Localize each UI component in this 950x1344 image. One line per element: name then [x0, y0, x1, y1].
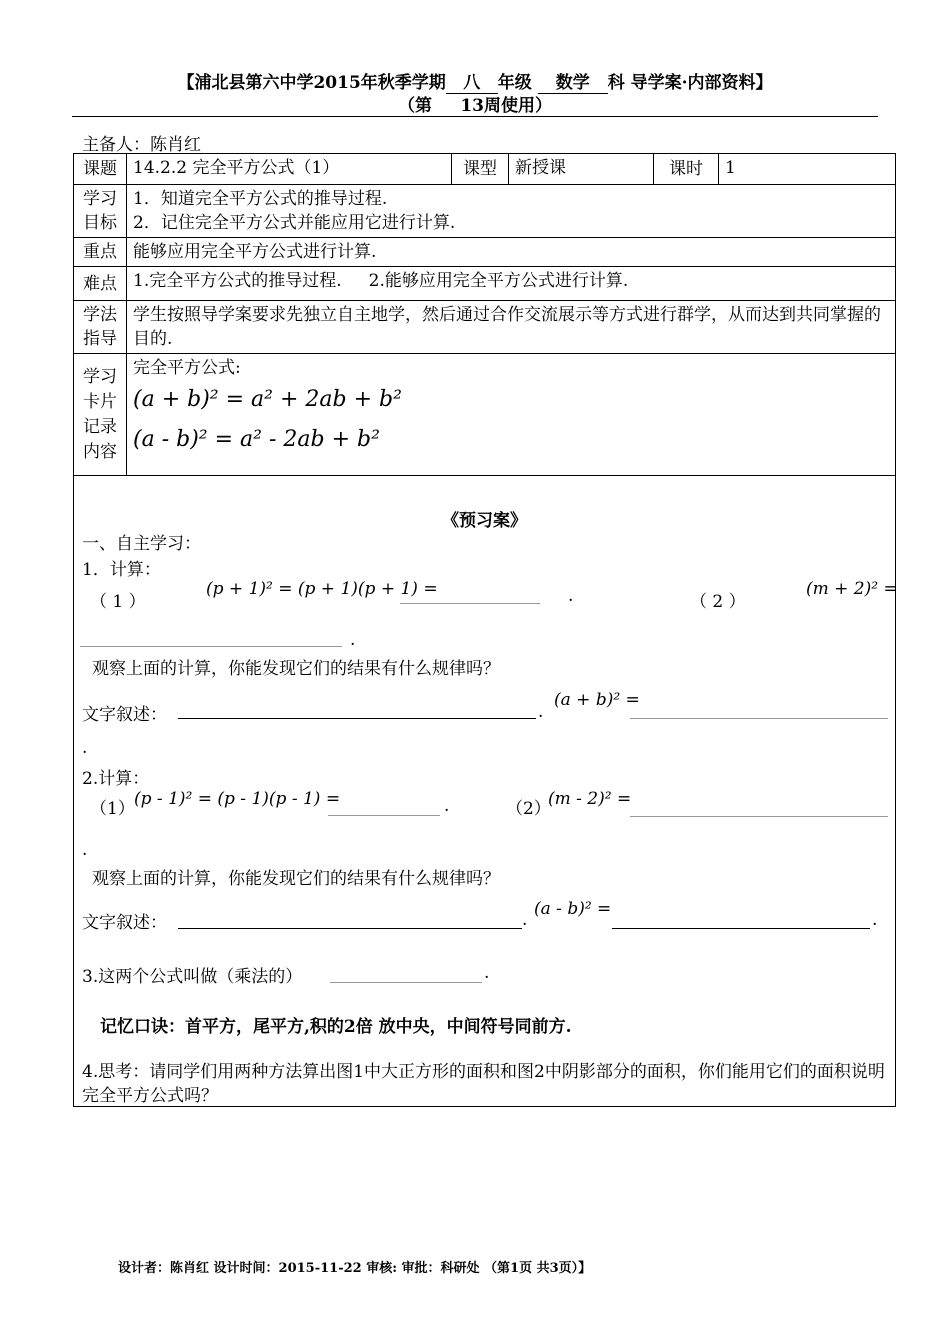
header-grade: 八 — [446, 68, 498, 94]
question-4: 4.思考：请同学们用两种方法算出图1中大正方形的面积和图2中阴影部分的面积，你们能用它们的面积说明完全平方公式吗？ — [82, 1062, 885, 1106]
q1-part2-label: （ 2 ） — [690, 592, 746, 612]
goal-item: 2．记住完全平方公式并能应用它进行计算. — [133, 213, 456, 233]
method-value: 学生按照导学案要求先独立自主地学，然后通过合作交流展示等方式进行群学，从而达到共同掌握的目的. — [127, 301, 896, 354]
question-3: 3.这两个公式叫做（乘法的） — [82, 967, 303, 987]
week-prefix: （第 — [398, 96, 432, 116]
diff-square-expr: (a - b)² = — [534, 899, 612, 919]
type-value: 新授课 — [509, 154, 654, 185]
diff-dot: . — [872, 910, 878, 930]
week-line — [0, 91, 950, 117]
week-number: 13 — [432, 96, 484, 117]
topic-value: 14.2.2 完全平方公式（1） — [127, 154, 452, 185]
card-title: 完全平方公式: — [133, 358, 241, 378]
observe-prompt-2: 观察上面的计算，你能发现它们的结果有什么规律吗？ — [92, 869, 500, 889]
q1-part1-label: （ 1 ） — [90, 592, 146, 612]
q1-dot: . — [568, 586, 574, 606]
preview-title: 《预习案》 — [442, 511, 527, 531]
header-subject: 数学 — [538, 68, 608, 94]
key-label: 重点 — [74, 238, 127, 267]
card-content — [127, 354, 896, 476]
sum-dot: . — [82, 738, 88, 758]
q3-dot: . — [484, 963, 490, 983]
q2-dot: . — [444, 796, 450, 816]
describe-label-1: 文字叙述： — [82, 705, 167, 725]
describe-blank-2[interactable] — [178, 926, 522, 929]
q2-expr2: (m - 2)² = — [548, 789, 632, 809]
hours-label: 课时 — [654, 154, 719, 185]
difficulty-label: 难点 — [74, 267, 127, 301]
week-suffix: 周使用） — [484, 96, 552, 116]
question-2: 2.计算： — [82, 769, 150, 789]
header-subject-suffix: 科 导学案·内部资料】 — [607, 73, 773, 93]
hours-value: 1 — [719, 154, 896, 185]
header-school: 【浦北县第六中学2015年秋季学期 — [177, 73, 446, 93]
q1-answer1-blank[interactable] — [400, 599, 540, 604]
q2-part1-label: （1） — [90, 799, 135, 819]
section-self-study: 一、自主学习： — [82, 534, 201, 554]
sum-square-blank[interactable] — [630, 714, 888, 719]
header-divider — [72, 116, 878, 117]
page-footer: 设计者：陈肖红 设计时间：2015-11-22 审核: 审批：科研处 （第1页 共3页）】 — [118, 1261, 592, 1276]
lesson-info-table — [73, 153, 896, 476]
describe-blank-1[interactable] — [178, 716, 536, 719]
topic-label: 课题 — [74, 154, 127, 185]
key-value: 能够应用完全平方公式进行计算. — [127, 238, 896, 267]
observe-prompt-1: 观察上面的计算，你能发现它们的结果有什么规律吗？ — [92, 659, 500, 679]
goal-item: 1．知道完全平方公式的推导过程. — [133, 189, 388, 209]
sum-square-expr: (a + b)² = — [554, 690, 640, 710]
card-label: 学习卡片记录内容 — [74, 354, 127, 476]
q2-answer1-blank[interactable] — [328, 811, 440, 816]
q2-answer2-blank[interactable] — [630, 812, 888, 817]
mnemonic: 记忆口诀：首平方，尾平方,积的2倍 放中央，中间符号同前方. — [100, 1017, 572, 1037]
q1-expr1: (p + 1)² = (p + 1)(p + 1) = — [206, 579, 438, 599]
type-label: 课型 — [452, 154, 509, 185]
q2-dot2: . — [82, 840, 88, 860]
q1-dot2: . — [350, 630, 356, 650]
q1-expr2: (m + 2)² = — [806, 579, 898, 599]
diff-square-blank[interactable] — [612, 926, 870, 929]
preparer: 主备人：陈肖红 — [82, 135, 201, 155]
q3-blank[interactable] — [330, 978, 482, 983]
header-grade-suffix: 年级 — [497, 73, 532, 93]
formula-sum-square: (a + b)² = a² + 2ab + b² — [133, 387, 402, 412]
describe-dot-2: . — [522, 910, 528, 930]
q1-answer2-blank[interactable] — [80, 642, 342, 647]
goals-value — [127, 185, 896, 238]
describe-dot-1: . — [538, 702, 544, 722]
preview-section — [73, 476, 896, 1107]
question-1: 1．计算： — [82, 560, 161, 580]
q2-expr1: (p - 1)² = (p - 1)(p - 1) = — [134, 789, 341, 809]
difficulty-value: 1.完全平方公式的推导过程. 2.能够应用完全平方公式进行计算. — [127, 267, 896, 301]
describe-label-2: 文字叙述： — [82, 913, 167, 933]
goals-label: 学习目标 — [74, 185, 127, 238]
formula-diff-square: (a - b)² = a² - 2ab + b² — [133, 427, 380, 452]
method-label: 学法指导 — [74, 301, 127, 354]
q2-part2-label: （2） — [506, 799, 551, 819]
